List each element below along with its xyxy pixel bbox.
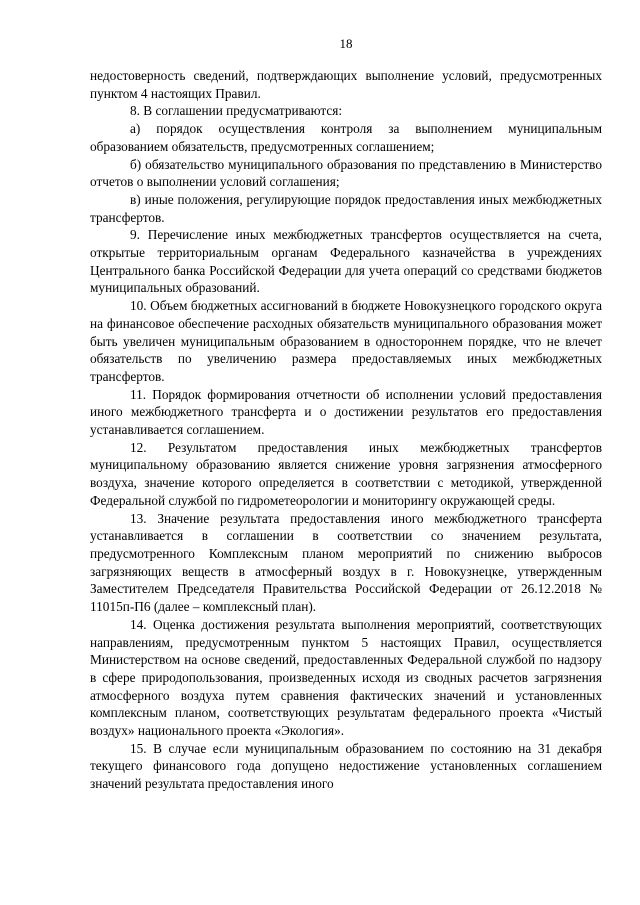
paragraph-13: 13. Значение результата предоставления иного межбюджетного трансферта устанавливается в соглашении в соответствии со значением результата, предусмотренного Комплексным планом мероприятий по снижению выбросов загрязняющих веществ в атмосферный воздух в г. Новокузнецке, утвержденным Заместителем Председателя Правительства Российской Федерации от 26.12.2018 № 11015п-П6 (далее – комплексный план).	[90, 510, 602, 615]
paragraph-8b: б) обязательство муниципального образования по представлению в Министерство отчетов о выполнении условий соглашения;	[90, 156, 602, 190]
paragraph-8: 8. В соглашении предусматриваются:	[130, 103, 343, 119]
paragraph-10: 10. Объем бюджетных ассигнований в бюджете Новокузнецкого городского округа на финансовое обеспечение расходных обязательств муниципального образования может быть увеличен муниципальным образованием в одностороннем порядке, что не влечет обязательств по увеличению размера предоставляемых иных межбюджетных трансфертов.	[90, 298, 602, 384]
paragraph-continuation: недостоверность сведений, подтверждающих выполнение условий, предусмотренных пунктом 4 настоящих Правил.	[90, 68, 602, 101]
paragraph-11: 11. Порядок формирования отчетности об исполнении условий предоставления иного межбюджетного трансферта и о достижении результатов его предоставления устанавливается соглашением.	[90, 386, 602, 438]
paragraph-15: 15. В случае если муниципальным образованием по состоянию на 31 декабря текущего финансового года допущено недостижение установленных соглашением значений результата предоставления иного	[90, 740, 602, 792]
document-body	[90, 67, 602, 793]
paragraph-8c: в) иные положения, регулирующие порядок предоставления иных межбюджетных трансфертов.	[90, 191, 602, 225]
paragraph-12: 12. Результатом предоставления иных межбюджетных трансфертов муниципальному образованию является снижение уровня загрязнения атмосферного воздуха, значение которого определяется в соответствии с методикой, утвержденной Федеральной службой по гидрометеорологии и мониторингу окружающей среды.	[90, 439, 602, 508]
paragraph-14: 14. Оценка достижения результата выполнения мероприятий, соответствующих направлениям, предусмотренным пунктом 5 настоящих Правил, осуществляется Министерством на основе сведений, предоставленных Федеральной службой по надзору в сфере природопользования, произведенных исходя из сводных расчетов загрязнения атмосферного воздуха путем сравнения фактических значений и установленных комплексным планом, соответствующих результатам федерального проекта «Чистый воздух» национального проекта «Экология».	[90, 616, 602, 739]
paragraph-8a: а) порядок осуществления контроля за выполнением муниципальным образованием обязательств, предусмотренных соглашением;	[90, 121, 602, 154]
paragraph-9: 9. Перечисление иных межбюджетных трансфертов осуществляется на счета, открытые территориальным органам Федерального казначейства в учреждениях Центрального банка Российской Федерации для учета операций со средствами бюджетов муниципальных образований.	[90, 227, 602, 296]
page-number: 18	[339, 36, 353, 51]
